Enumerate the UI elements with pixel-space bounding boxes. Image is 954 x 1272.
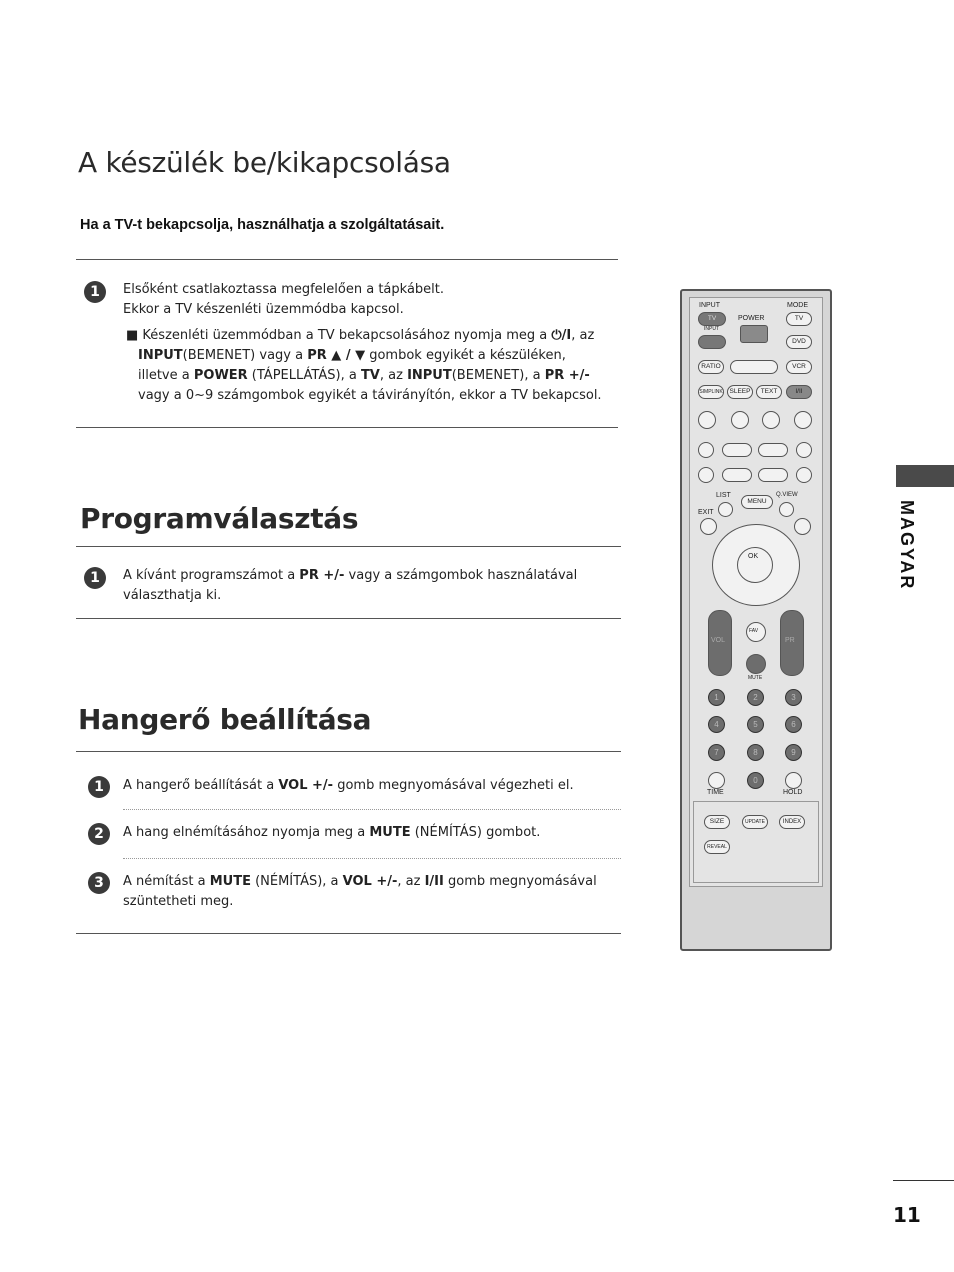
remote-label: INPUT — [699, 302, 720, 309]
digit-button: 8 — [747, 744, 764, 761]
remote-text-button: TEXT — [756, 385, 782, 399]
hold-button — [785, 772, 802, 789]
color-button — [731, 411, 749, 429]
digit-button: 6 — [785, 716, 802, 733]
step-number-badge: 3 — [88, 872, 110, 894]
remote-ratio-button: RATIO — [698, 360, 724, 374]
remote-vcr-button: VCR — [786, 360, 812, 374]
dotted-divider — [123, 809, 621, 810]
section-title-power: A készülék be/kikapcsolása — [78, 146, 451, 179]
remote-size-button: SIZE — [704, 815, 730, 829]
divider — [76, 618, 621, 619]
remote-brightness-control — [730, 360, 778, 374]
key-name: I/II — [424, 874, 444, 889]
step-number-badge: 2 — [88, 823, 110, 845]
step-fragment: gomb megnyomásával végezheti el. — [333, 778, 574, 793]
remote-input-button — [698, 335, 726, 349]
step-text — [123, 872, 623, 912]
digit-button: 2 — [747, 689, 764, 706]
remote-label: INPUT — [704, 326, 719, 332]
digit-button: 5 — [747, 716, 764, 733]
time-button — [708, 772, 725, 789]
bullet-fragment: ■ Készenléti üzemmódban a TV bekapcsolásához nyomja meg a — [126, 328, 548, 343]
step-number-badge: 1 — [88, 776, 110, 798]
bullet-fragment: (BEMENET) vagy a — [182, 348, 308, 363]
bullet-text — [126, 326, 621, 406]
digit-button: 3 — [785, 689, 802, 706]
step-fragment: választhatja ki. — [123, 588, 222, 603]
key-name: MUTE — [209, 874, 251, 889]
qview-button — [779, 502, 794, 517]
star-button — [794, 518, 811, 535]
digit-button: 1 — [708, 689, 725, 706]
digit-button: 4 — [708, 716, 725, 733]
remote-update-button: UPDATE — [742, 815, 768, 829]
dotted-divider — [123, 858, 621, 859]
remote-label: EXIT — [698, 509, 714, 516]
bullet-fragment: (TÁPELLÁTÁS), a — [247, 368, 361, 383]
rewind-icon — [722, 468, 752, 482]
power-symbol: ⏻/I — [551, 328, 572, 343]
divider — [76, 933, 621, 934]
color-button — [698, 411, 716, 429]
remote-label: POWER — [738, 315, 765, 322]
remote-panel — [689, 297, 823, 887]
pause-icon — [758, 443, 788, 457]
section-intro: Ha a TV-t bekapcsolja, használhatja a szolgáltatásait. — [80, 217, 445, 233]
page-number: 11 — [893, 1203, 921, 1227]
key-name: MUTE — [369, 825, 411, 840]
footer-rule — [893, 1180, 954, 1181]
step-fragment: szüntetheti meg. — [123, 894, 234, 909]
key-name: PR ▲ / ▼ — [307, 348, 366, 363]
remote-label: PR — [785, 637, 795, 644]
remote-mode-tv-button: TV — [786, 312, 812, 326]
language-text: MAGYAR — [897, 500, 917, 591]
step-fragment: vagy a számgombok használatával — [344, 568, 578, 583]
record-icon — [796, 442, 812, 458]
remote-menu-button: MENU — [741, 495, 773, 509]
step-fragment: , az — [397, 874, 425, 889]
step-text — [123, 776, 623, 796]
key-name: INPUT — [407, 368, 452, 383]
key-name: PR +/- — [544, 368, 590, 383]
digit-button: 9 — [785, 744, 802, 761]
remote-simplink-button: SIMPLINK — [698, 385, 724, 399]
step-line: Elsőként csatlakoztassa megfelelően a tápkábelt. — [123, 282, 445, 297]
power-icon — [740, 325, 768, 343]
section-title-program: Programválasztás — [80, 502, 359, 535]
step-fragment: A hang elnémításához nyomja meg a — [123, 825, 370, 840]
mute-icon — [746, 654, 766, 674]
remote-i-ii-button: I/II — [786, 385, 812, 399]
divider — [76, 751, 621, 752]
language-tab — [896, 465, 954, 487]
play-icon — [722, 443, 752, 457]
remote-label: VOL — [711, 637, 726, 644]
section-title-volume — [78, 703, 371, 736]
remote-index-button: INDEX — [779, 815, 805, 829]
remote-reveal-button: REVEAL — [704, 840, 730, 854]
language-label — [893, 500, 919, 590]
divider — [76, 259, 618, 260]
bullet-fragment: vagy a 0~9 számgombok egyikét a távirányítón, ekkor a TV bekapcsol. — [138, 388, 602, 403]
step-line: Ekkor a TV készenléti üzemmódba kapcsol. — [123, 302, 404, 317]
key-name: VOL +/- — [278, 778, 334, 793]
bullet-fragment: (BEMENET), a — [451, 368, 545, 383]
title-fragment: beállítása — [210, 703, 372, 736]
key-name: PR +/- — [299, 568, 345, 583]
step-fragment: A hangerő beállítását a — [123, 778, 279, 793]
key-name: VOL +/- — [342, 874, 398, 889]
step-number-badge: 1 — [84, 281, 106, 303]
color-button — [762, 411, 780, 429]
remote-label: MUTE — [748, 675, 763, 681]
skip-forward-icon — [796, 467, 812, 483]
remote-sleep-button: SLEEP — [727, 385, 753, 399]
bullet-fragment: illetve a — [138, 368, 194, 383]
stop-icon — [698, 442, 714, 458]
bullet-fragment: , az — [379, 368, 408, 383]
remote-label: Q.VIEW — [776, 492, 798, 498]
remote-label: FAV — [749, 628, 759, 634]
bullet-fragment: , az — [571, 328, 595, 343]
exit-button — [700, 518, 717, 535]
skip-back-icon — [698, 467, 714, 483]
step-text — [123, 823, 623, 843]
key-name: POWER — [193, 368, 248, 383]
remote-label: MODE — [787, 302, 808, 309]
step-fragment: gomb megnyomásával — [443, 874, 597, 889]
remote-label: LIST — [716, 492, 731, 499]
digit-button: 0 — [747, 772, 764, 789]
step-number-badge: 1 — [84, 567, 106, 589]
step-fragment: (NÉMÍTÁS), a — [250, 874, 343, 889]
remote-label: HOLD — [783, 789, 803, 796]
step-text — [123, 280, 623, 320]
title-fragment: Hangerő — [78, 703, 211, 736]
remote-dvd-button: DVD — [786, 335, 812, 349]
divider — [76, 546, 621, 547]
divider — [76, 427, 618, 428]
step-fragment: A némítást a — [123, 874, 210, 889]
step-fragment: (NÉMÍTÁS) gombot. — [410, 825, 541, 840]
list-button — [718, 502, 733, 517]
step-fragment: A kívánt programszámot a — [123, 568, 300, 583]
digit-button: 7 — [708, 744, 725, 761]
fast-forward-icon — [758, 468, 788, 482]
remote-label: OK — [748, 553, 759, 560]
remote-label: TIME — [707, 789, 724, 796]
key-name: TV — [360, 368, 380, 383]
bullet-fragment: gombok egyikét a készüléken, — [365, 348, 566, 363]
remote-tv-button: TV — [698, 312, 726, 326]
color-button — [794, 411, 812, 429]
key-name: INPUT — [138, 348, 183, 363]
step-text — [123, 566, 621, 606]
